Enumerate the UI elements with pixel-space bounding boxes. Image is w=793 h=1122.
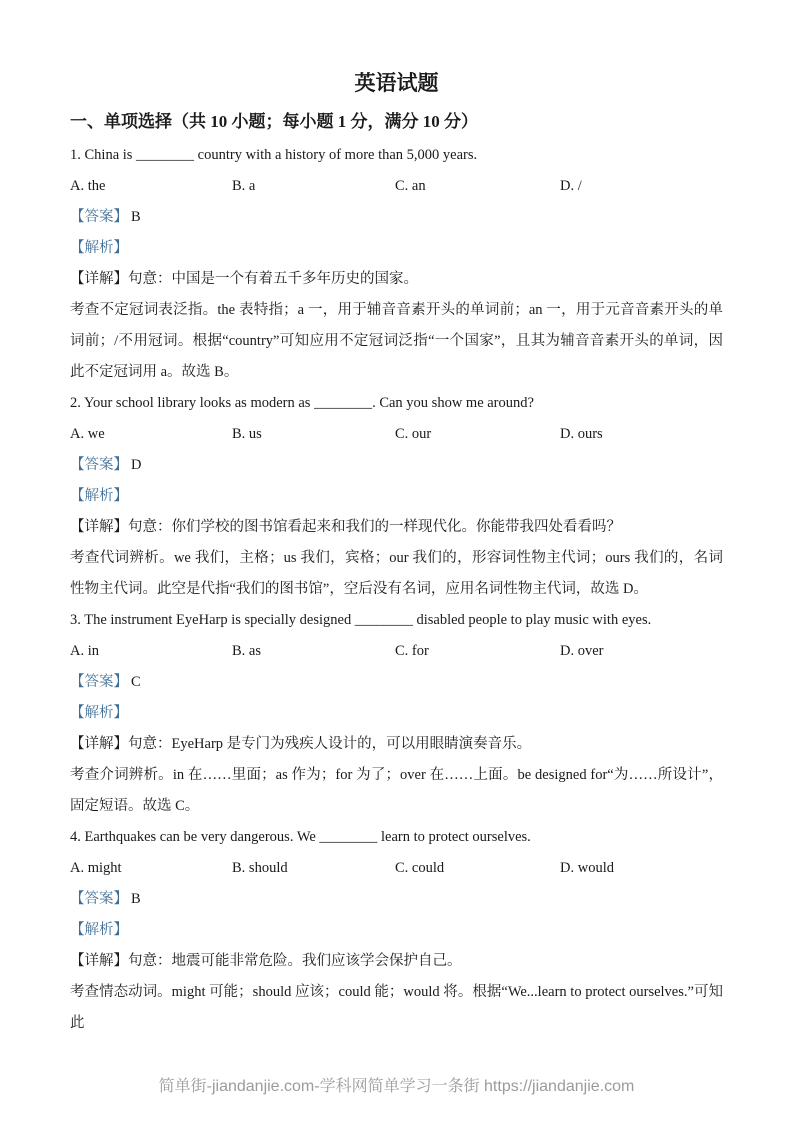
- option-d: D. over: [560, 643, 604, 659]
- analysis-label: 【解析】: [70, 488, 128, 504]
- question-block-1: [70, 140, 723, 388]
- page-title: 英语试题: [354, 71, 439, 95]
- option-a: A. the: [70, 178, 106, 194]
- answer-line: [70, 202, 723, 233]
- detail-line: 【详解】句意：中国是一个有着五千多年历史的国家。: [70, 271, 418, 287]
- option-c: C. an: [395, 178, 426, 194]
- answer-label: 【答案】: [70, 457, 128, 473]
- answer-line: [70, 667, 723, 698]
- question-stem: 1. China is ________ country with a history of more than 5,000 years.: [70, 147, 478, 163]
- options-row: [70, 853, 723, 884]
- explanation-paragraph: 考查不定冠词表泛指。the 表特指；a 一，用于辅音音素开头的单词前；an 一，用于元音音素开头的单词前；/不用冠词。根据“country”可知应用不定冠词泛指“一个国家”，且其为辅音音素开头的单词，因此不定冠词用 a。故选 B。: [70, 302, 723, 380]
- answer-label: 【答案】: [70, 209, 128, 225]
- answer-value: B: [131, 891, 141, 907]
- option-b: B. should: [232, 860, 288, 876]
- option-c: C. for: [395, 643, 429, 659]
- explanation-paragraph: 考查代词辨析。we 我们，主格；us 我们，宾格；our 我们的，形容词性物主代词；ours 我们的，名词性物主代词。此空是代指“我们的图书馆”，空后没有名词，应用名词性物主代词，故选 D。: [70, 550, 723, 597]
- question-block-2: [70, 388, 723, 605]
- option-b: B. a: [232, 178, 256, 194]
- explanation-paragraph: 考查情态动词。might 可能；should 应该；could 能；would 将。根据“We...learn to protect ourselves.”可知此: [70, 984, 723, 1031]
- option-a: A. in: [70, 643, 99, 659]
- analysis-label: 【解析】: [70, 705, 128, 721]
- option-a: A. might: [70, 860, 122, 876]
- question-block-3: [70, 605, 723, 822]
- option-c: C. our: [395, 426, 432, 442]
- option-d: D. ours: [560, 426, 603, 442]
- option-a: A. we: [70, 426, 105, 442]
- answer-line: [70, 884, 723, 915]
- detail-line: 【详解】句意：EyeHarp 是专门为残疾人设计的，可以用眼睛演奏音乐。: [70, 736, 532, 752]
- option-d: D. /: [560, 178, 582, 194]
- question-block-4: [70, 822, 723, 1039]
- explanation-paragraph: 考查介词辨析。in 在……里面；as 作为；for 为了；over 在……上面。be designed for“为……所设计”，固定短语。故选 C。: [70, 767, 723, 814]
- question-stem: 3. The instrument EyeHarp is specially designed ________ disabled people to play music with eyes.: [70, 612, 652, 628]
- answer-value: D: [131, 457, 142, 473]
- answer-value: B: [131, 209, 141, 225]
- options-row: [70, 171, 723, 202]
- question-stem: 4. Earthquakes can be very dangerous. We ________ learn to protect ourselves.: [70, 829, 531, 845]
- options-row: [70, 419, 723, 450]
- options-row: [70, 636, 723, 667]
- detail-line: 【详解】句意：地震可能非常危险。我们应该学会保护自己。: [70, 953, 462, 969]
- answer-line: [70, 450, 723, 481]
- detail-line: 【详解】句意：你们学校的图书馆看起来和我们的一样现代化。你能带我四处看看吗？: [70, 519, 621, 535]
- analysis-label: 【解析】: [70, 240, 128, 256]
- section-heading: 一、单项选择（共 10 小题；每小题 1 分，满分 10 分）: [70, 112, 478, 131]
- option-c: C. could: [395, 860, 445, 876]
- option-b: B. us: [232, 426, 262, 442]
- answer-label: 【答案】: [70, 891, 128, 907]
- option-b: B. as: [232, 643, 261, 659]
- watermark-footer: 简单街-jiandanjie.com-学科网简单学习一条街 https://jiandanjie.com: [158, 1078, 635, 1095]
- answer-label: 【答案】: [70, 674, 128, 690]
- analysis-label: 【解析】: [70, 922, 128, 938]
- option-d: D. would: [560, 860, 614, 876]
- question-stem: 2. Your school library looks as modern as ________. Can you show me around?: [70, 395, 534, 411]
- answer-value: C: [131, 674, 141, 690]
